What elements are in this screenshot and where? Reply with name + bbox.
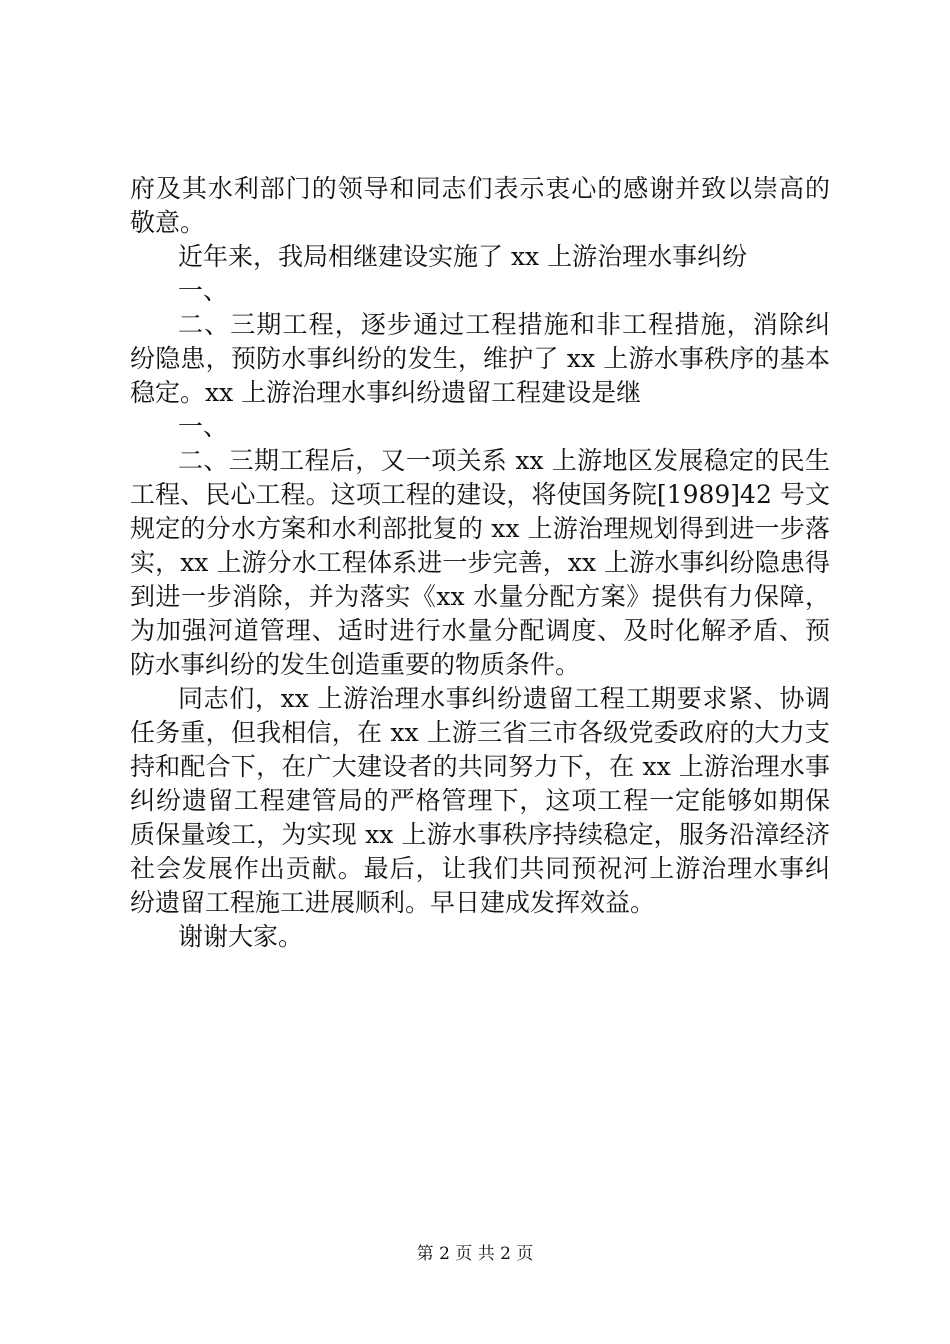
text-line: 任务重，但我相信，在 xx 上游三省三市各级党委政府的大力支	[130, 718, 830, 747]
text-line: 为加强河道管理、适时进行水量分配调度、及时化解矛盾、预	[130, 616, 830, 645]
text-line: 质保量竣工，为实现 xx 上游水事秩序持续稳定，服务沿漳经济	[130, 820, 830, 849]
text-line: 纷遗留工程施工进展顺利。早日建成发挥效益。	[130, 888, 656, 917]
text-line: 持和配合下，在广大建设者的共同努力下，在 xx 上游治理水事	[130, 752, 830, 781]
text-line: 稳定。xx 上游治理水事纠纷遗留工程建设是继	[130, 378, 642, 407]
text-line: 二、三期工程后，又一项关系 xx 上游地区发展稳定的民生	[178, 446, 830, 475]
text-line: 一、	[178, 412, 229, 441]
text-line: 社会发展作出贡献。最后，让我们共同预祝河上游治理水事纠	[130, 854, 830, 883]
text-line: 实，xx 上游分水工程体系进一步完善，xx 上游水事纠纷隐患得	[130, 548, 830, 577]
text-line: 一、	[178, 276, 229, 305]
text-line: 府及其水利部门的领导和同志们表示衷心的感谢并致以崇高的	[130, 174, 830, 203]
text-line: 敬意。	[130, 208, 206, 237]
text-line: 二、三期工程，逐步通过工程措施和非工程措施，消除纠	[178, 310, 830, 339]
text-line: 纷隐患，预防水事纠纷的发生，维护了 xx 上游水事秩序的基本	[130, 344, 830, 373]
text-line: 防水事纠纷的发生创造重要的物质条件。	[130, 650, 581, 679]
document-body	[130, 172, 830, 954]
text-line: 到进一步消除，并为落实《xx 水量分配方案》提供有力保障，	[130, 582, 830, 611]
text-line: 同志们，xx 上游治理水事纠纷遗留工程工期要求紧、协调	[178, 684, 830, 713]
page-footer: 第 2 页 共 2 页	[416, 1244, 534, 1264]
text-line: 纠纷遗留工程建管局的严格管理下，这项工程一定能够如期保	[130, 786, 830, 815]
text-line: 近年来，我局相继建设实施了 xx 上游治理水事纠纷	[178, 242, 748, 271]
text-line: 工程、民心工程。这项工程的建设，将使国务院[1989]42 号文	[130, 480, 830, 509]
text-line: 规定的分水方案和水利部批复的 xx 上游治理规划得到进一步落	[130, 514, 830, 543]
text-line: 谢谢大家。	[178, 922, 304, 951]
